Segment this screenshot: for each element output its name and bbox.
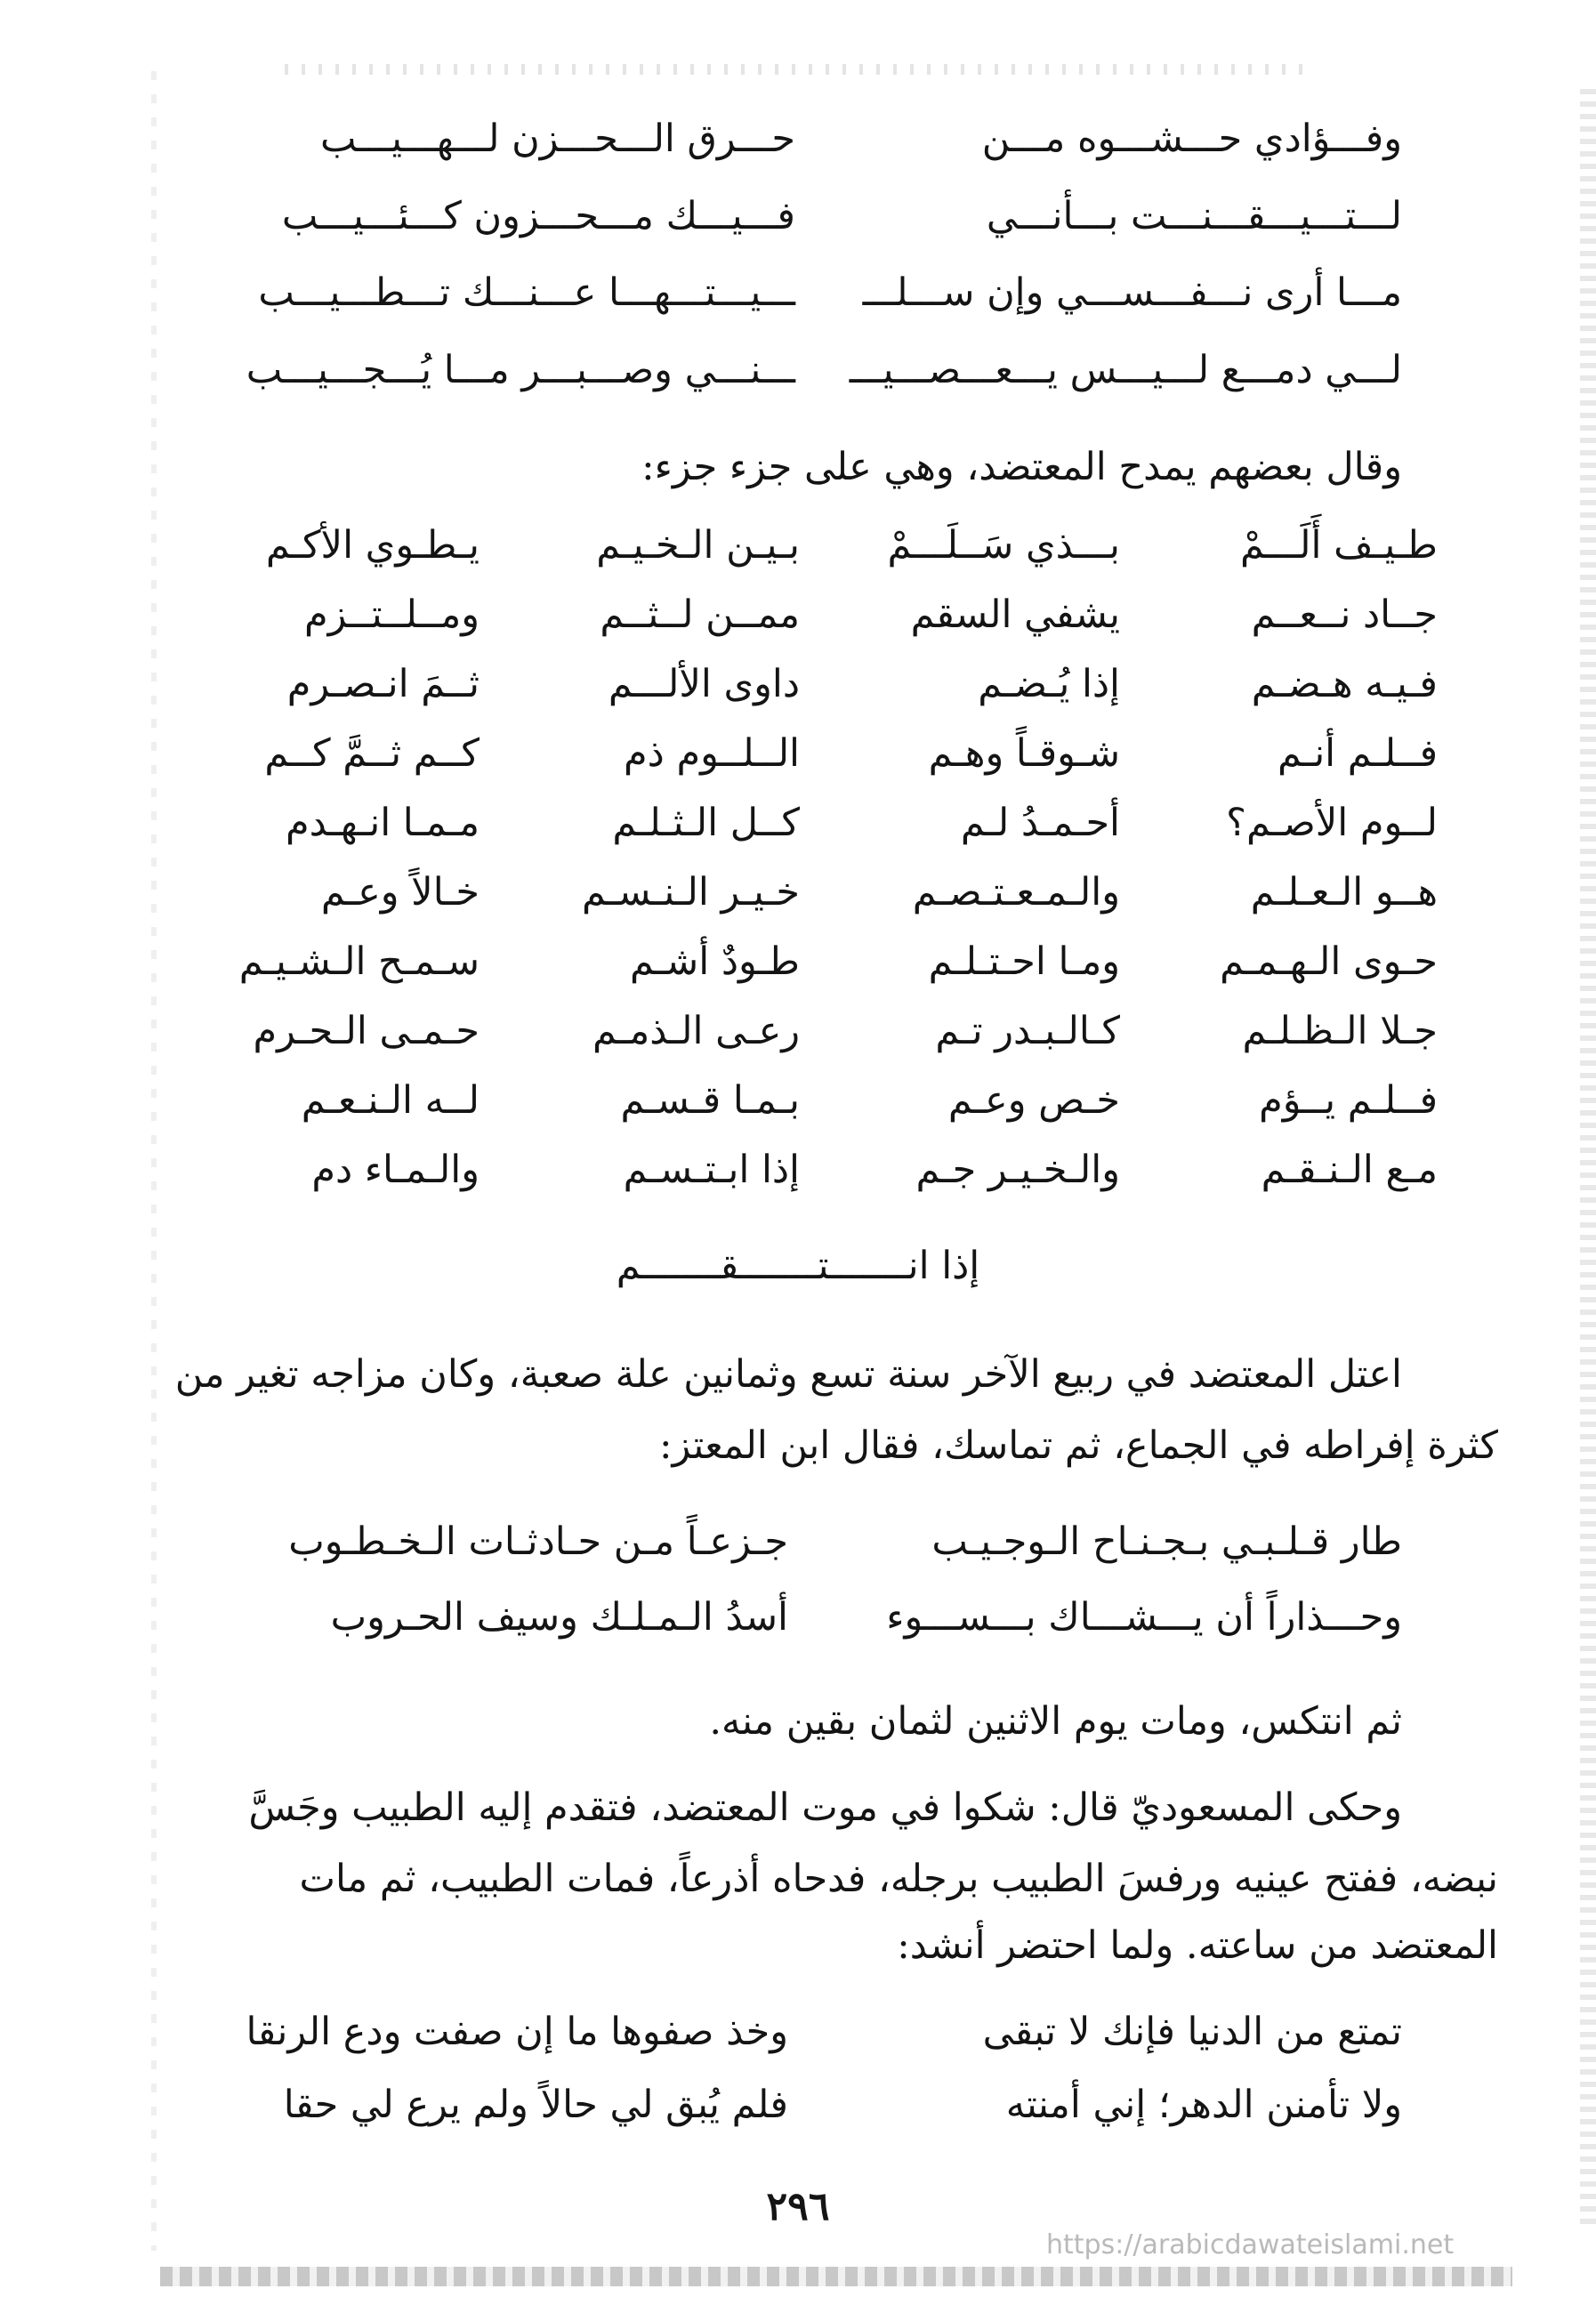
poem2-row-10 xyxy=(0,1148,1596,1205)
paragraph-illness-line-1: اعتل المعتضد في ربيع الآخر سنة تسع وثمانين علة صعبة، وكان مزاجه تغير من xyxy=(174,1352,1402,1397)
poem2-cell: لــوم الأصـم؟ xyxy=(1226,801,1438,845)
poem2-cell: مـمـا انـهـدم xyxy=(286,801,480,845)
paragraph-masudi-line-1: وحكى المسعوديّ قال: شكوا في موت المعتضد، فتقدم إليه الطبيب وجَسَّ xyxy=(248,1785,1402,1830)
page-number: ٢٩٦ xyxy=(766,2184,830,2229)
verse-second-hemistich: حـــرق الـــحـــزن لـــهـــيـــب xyxy=(320,117,795,161)
poem2-row-2 xyxy=(0,592,1596,649)
poem2-cell: إذا ابـتـسـم xyxy=(623,1148,800,1192)
verse-first-hemistich: وحـــذاراً أن يـــشـــاك بـــســـوء xyxy=(886,1595,1402,1640)
verse-second-hemistich: ـــيـــتـــهـــا عـــنـــك تـــطـــيـــب xyxy=(258,270,795,315)
poem2-row-9 xyxy=(0,1078,1596,1135)
poem2-cell: ثــمَ انـصـرم xyxy=(286,662,480,706)
poem4-verse-1 xyxy=(0,2010,1596,2067)
verse-first-hemistich: مـــا أرى نـــفـــســـي وإن ســـلـــ xyxy=(862,270,1402,315)
verse-second-hemistich: فلم يُبق لي حالاً ولم يرع لي حقا xyxy=(283,2083,788,2127)
poem2-cell: داوى الألـــم xyxy=(608,662,800,706)
poem2-cell: رعـى الـذمـم xyxy=(592,1009,800,1053)
poem2-cell: كـالـبـدر تـم xyxy=(935,1009,1120,1053)
poem2-cell: طـيـف أَلَـــمْ xyxy=(1239,523,1438,568)
poem2-cell: فـيـه هـضـم xyxy=(1251,662,1438,706)
paragraph-masudi-line-2: نبضه، ففتح عينيه ورفسَ الطبيب برجله، فدحاه أذرعاً، فمات الطبيب، ثم مات xyxy=(299,1857,1498,1901)
poem2-cell: فــلـم أنـم xyxy=(1278,731,1438,776)
poem2-closing-line: إذا انـــــــتـــــــقـــــــم xyxy=(616,1244,980,1288)
poem2-cell: شـوقـاً وهـم xyxy=(928,731,1120,776)
poem2-cell: بـمـا قـسـم xyxy=(620,1078,800,1123)
poem2-row-8 xyxy=(0,1009,1596,1066)
poem2-row-4 xyxy=(0,731,1596,788)
verse-second-hemistich: فـــيـــك مـــحـــزون كـــئـــيـــب xyxy=(281,194,795,238)
poem3-verse-1 xyxy=(0,1519,1596,1576)
poem2-cell: الــلــوم ذم xyxy=(624,731,800,776)
scan-top-specks xyxy=(285,64,1308,75)
footer-ornament xyxy=(160,2267,1512,2286)
poem2-cell: إذا يُـضـم xyxy=(978,662,1120,706)
poem1-verse-2 xyxy=(0,194,1596,251)
poem1-verse-3 xyxy=(0,270,1596,327)
verse-second-hemistich: جـزعـاً مـن حـادثـات الـخـطـوب xyxy=(288,1519,788,1564)
poem2-cell: والـخـيـر جـم xyxy=(915,1148,1120,1192)
paragraph-death: ثم انتكس، ومات يوم الاثنين لثمان بقين منه. xyxy=(709,1699,1402,1744)
paragraph-illness-line-2: كثرة إفراطه في الجماع، ثم تماسك، فقال ابن المعتز: xyxy=(659,1423,1498,1468)
verse-second-hemistich: أسدُ الـمـلـك وسيف الحـروب xyxy=(330,1595,788,1640)
poem2-cell: خـيـر الـنـسـم xyxy=(582,870,800,915)
poem2-cell: أحـمـدُ لـم xyxy=(960,801,1120,845)
watermark-url: https://arabicdawateislami.net xyxy=(1046,2229,1455,2261)
paragraph-masudi-line-3: المعتضد من ساعته. ولما احتضر أنشد: xyxy=(897,1923,1498,1968)
poem2-cell: خـص وعـم xyxy=(947,1078,1120,1123)
poem2-cell: خـالاً وعـم xyxy=(320,870,480,915)
poem2-cell: والـمـاء دم xyxy=(311,1148,480,1192)
poem2-cell: بـــذي سَــلَـــمْ xyxy=(887,523,1120,568)
verse-first-hemistich: لـــي دمـــع لـــيـــس يـــعـــصـــيـــ xyxy=(849,348,1402,392)
poem2-cell: بـيـن الـخـيـم xyxy=(596,523,800,568)
poem2-cell: سـمـح الـشـيـم xyxy=(238,939,480,984)
poem2-cell: طـودٌ أشـم xyxy=(629,939,800,984)
poem2-cell: فــلـم يــؤم xyxy=(1259,1078,1438,1123)
poem2-cell: جـلا الـظـلـم xyxy=(1242,1009,1438,1053)
poem4-verse-2 xyxy=(0,2083,1596,2140)
poem2-cell: لــه الـنـعـم xyxy=(301,1078,480,1123)
verse-first-hemistich: لـــتـــيـــقـــنـــت بـــأنـــي xyxy=(986,194,1402,238)
poem2-cell: كــم ثــمَّ كــم xyxy=(264,731,480,776)
poem2-row-3 xyxy=(0,662,1596,719)
verse-first-hemistich: ولا تأمنن الدهر؛ إني أمنته xyxy=(1005,2083,1402,2127)
verse-second-hemistich: وخذ صفوها ما إن صفت ودع الرنقا xyxy=(246,2010,788,2054)
poem2-row-5 xyxy=(0,801,1596,858)
poem2-cell: مـع الـنـقـم xyxy=(1261,1148,1438,1192)
poem2-cell: جــاد نــعــم xyxy=(1251,592,1438,637)
poem2-cell: ومـا احـتـلـم xyxy=(928,939,1120,984)
poem2-intro: وقال بعضهم يمدح المعتضد، وهي على جزء جزء: xyxy=(641,445,1402,489)
poem2-row-7 xyxy=(0,939,1596,996)
poem2-cell: يـطـوي الأكـم xyxy=(265,523,480,568)
poem2-cell: كــل الـثـلـم xyxy=(612,801,800,845)
poem2-cell: ومــلــتــزم xyxy=(304,592,480,637)
poem2-cell: حـمـى الـحـرم xyxy=(253,1009,480,1053)
poem1-verse-1 xyxy=(0,117,1596,173)
poem2-cell: يشفي السقم xyxy=(910,592,1120,637)
verse-first-hemistich: طار قـلـبـي بـجـنـاح الـوجـيـب xyxy=(931,1519,1402,1564)
verse-first-hemistich: وفـــؤادي حـــشـــوه مـــن xyxy=(981,117,1402,161)
verse-first-hemistich: تمتع من الدنيا فإنك لا تبقى xyxy=(982,2010,1402,2054)
poem3-verse-2 xyxy=(0,1595,1596,1652)
poem2-cell: ممــن لــثــم xyxy=(600,592,800,637)
poem1-verse-4 xyxy=(0,348,1596,405)
poem2-cell: هــو الـعـلـم xyxy=(1250,870,1438,915)
poem2-cell: والـمـعـتـصـم xyxy=(912,870,1120,915)
poem2-cell: حـوى الـهـمـم xyxy=(1220,939,1438,984)
verse-second-hemistich: ـــنـــي وصـــبـــر مـــا يُـــجـــيـــب xyxy=(246,348,795,392)
poem2-row-1 xyxy=(0,523,1596,580)
poem2-row-6 xyxy=(0,870,1596,927)
